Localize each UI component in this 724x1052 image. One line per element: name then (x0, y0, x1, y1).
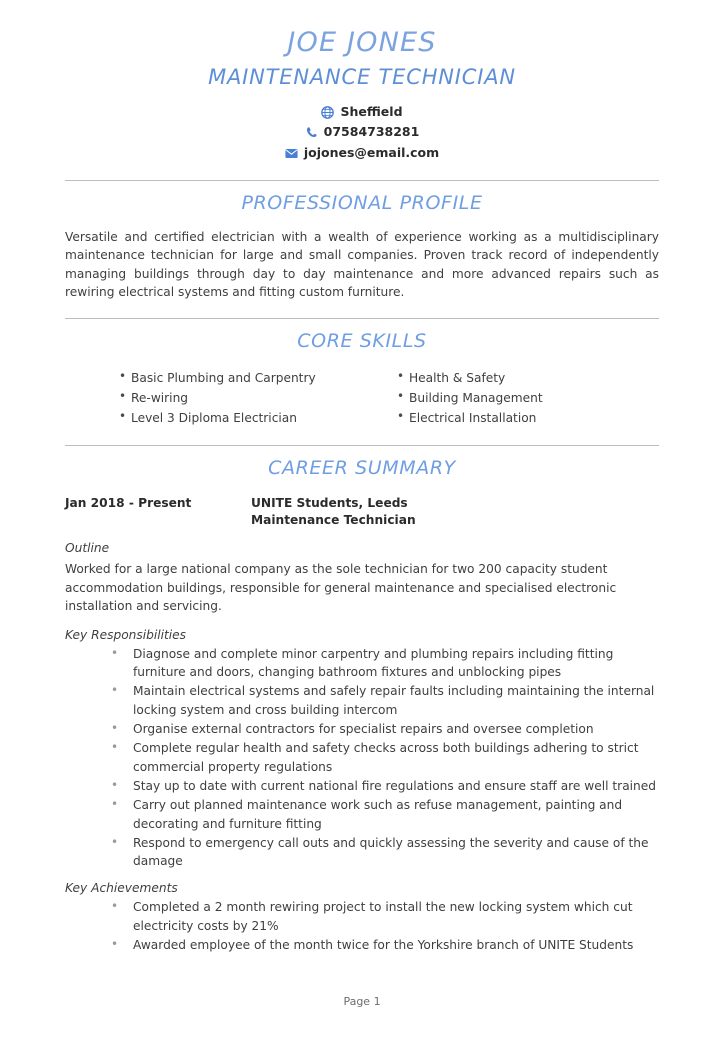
contact-email (65, 143, 659, 164)
profile-paragraph: Versatile and certified electrician with a wealth of experience working as a multidisciplinary maintenance technician for large and small companies. Proven track record of independently managing buildings through day to day maintenance and more advanced repairs such as rewiring electrical systems and fitting custom furniture. (65, 229, 659, 300)
job-role: Maintenance Technician (251, 513, 416, 528)
outline-label: Outline (65, 541, 110, 556)
contact-phone (65, 122, 659, 143)
list-item: • Stay up to date with current national fire regulations and ensure staff are well trained (111, 777, 659, 795)
list-item: • Organise external contractors for specialist repairs and oversee completion (111, 720, 659, 738)
divider-profile (65, 180, 659, 181)
section-title-core-skills: CORE SKILLS (297, 329, 427, 352)
job-company: UNITE Students, Leeds (251, 495, 408, 510)
resume-page (0, 28, 724, 1052)
list-item: • Health & Safety (397, 368, 659, 388)
contact-location-text: Sheffield (340, 103, 403, 119)
list-item: • Basic Plumbing and Carpentry (119, 368, 381, 388)
core-skills-right-column (381, 368, 659, 429)
achievements-label: Key Achievements (65, 881, 178, 896)
contact-location (65, 102, 659, 123)
envelope-icon (285, 147, 298, 160)
responsibilities-label: Key Responsibilities (65, 627, 187, 642)
responsibilities-list (65, 645, 659, 871)
phone-icon (305, 126, 318, 139)
core-skills-columns (65, 368, 659, 429)
candidate-name: JOE JONES (287, 27, 437, 58)
core-skills-left-column (103, 368, 381, 429)
globe-icon (321, 106, 334, 119)
divider-career-summary (65, 445, 659, 446)
section-title-profile: PROFESSIONAL PROFILE (241, 191, 483, 214)
list-item: • Diagnose and complete minor carpentry and plumbing repairs including fitting furniture and doors, changing bathroom fixtures and unblocking pipes (111, 645, 659, 682)
list-item: • Respond to emergency call outs and quickly assessing the severity and cause of the damage (111, 834, 659, 871)
divider-core-skills (65, 318, 659, 319)
job-header (65, 495, 659, 530)
list-item: • Awarded employee of the month twice for the Yorkshire branch of UNITE Students (111, 936, 659, 954)
page-footer: Page 1 (343, 995, 381, 1008)
list-item: • Completed a 2 month rewiring project to install the new locking system which cut electricity costs by 21% (111, 898, 659, 935)
candidate-job-title: MAINTENANCE TECHNICIAN (208, 64, 516, 89)
list-item: • Electrical Installation (397, 408, 659, 428)
list-item: • Level 3 Diploma Electrician (119, 408, 381, 428)
list-item: • Carry out planned maintenance work such as refuse management, painting and decorating and furniture fitting (111, 796, 659, 833)
job-dates: Jan 2018 - Present (65, 495, 192, 510)
job-company-role (251, 495, 659, 530)
achievements-list (65, 898, 659, 954)
contact-block (65, 102, 659, 164)
list-item: • Maintain electrical systems and safely repair faults including maintaining the internal locking system and cross building intercom (111, 682, 659, 719)
list-item: • Building Management (397, 388, 659, 408)
outline-paragraph: Worked for a large national company as the sole technician for two 200 capacity student accommodation buildings, responsible for general maintenance and specialised electronic installation and servicing. (65, 562, 617, 614)
list-item: • Re-wiring (119, 388, 381, 408)
list-item: • Complete regular health and safety checks across both buildings adhering to strict commercial property regulations (111, 739, 659, 776)
contact-phone-text: 07584738281 (323, 124, 420, 140)
section-title-career-summary: CAREER SUMMARY (268, 456, 456, 479)
contact-email-text: jojones@email.com (303, 145, 440, 161)
